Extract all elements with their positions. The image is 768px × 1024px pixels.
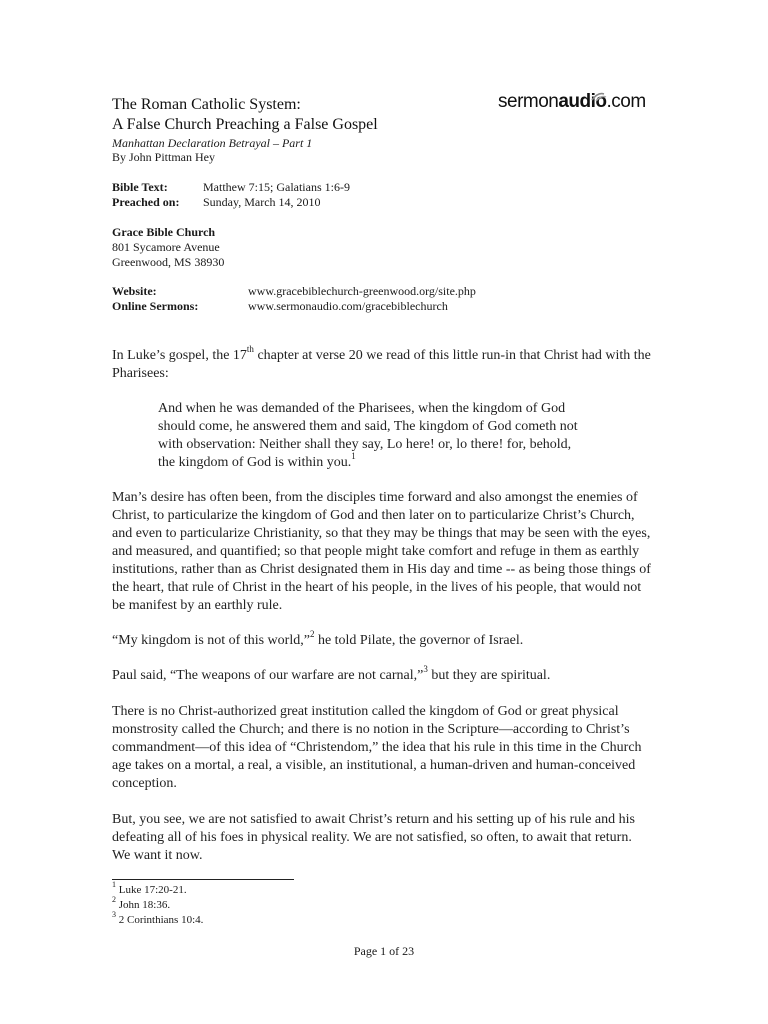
bible-text-value: Matthew 7:15; Galatians 1:6-9 [203,180,350,194]
logo-part-sermon: sermon [498,91,559,112]
footnote-ref-1[interactable]: 1 [351,451,356,462]
footnote-1: $^1$ Luke 17:20-21. [112,880,187,896]
paragraph-2: Man’s desire has often been, from the disciples time forward and also amongst the enemies of Christ, to particularize the kingdom of God and then later on to particularize Christ’s Church, and even to particularize Christianity, so that they may be things that may be seen with the eyes, and measured, and quantified; so that people might take comfort and refuge in them as earthly institutions, rather than as Christ designated them in His day and time -- as being those things of the heart, that rule of Christ in the heart of his people, in the lives of his people, that would not be manifest by an earthly rule. [112,490,651,613]
footnote-divider [112,879,294,880]
logo-part-audio: audio [558,91,607,112]
document-author: By John Pittman Hey [112,150,216,164]
church-name: Grace Bible Church [112,225,216,239]
bible-text-label: Bible Text: [112,180,168,194]
online-sermons-link[interactable]: www.sermonaudio.com/gracebiblechurch [248,299,448,313]
document-title-line1: The Roman Catholic System: [112,96,301,113]
website-link[interactable]: www.gracebiblechurch-greenwood.org/site.php [248,284,476,298]
document-title-line2: A False Church Preaching a False Gospel [112,116,378,133]
sermonaudio-logo [498,91,646,113]
paragraph-1: In Luke’s gospel, the 17th chapter at verse 20 we read of this little run-in that Christ had with the Pharisees: [112,344,651,381]
preached-on-label: Preached on: [112,195,180,209]
paragraph-5: There is no Christ-authorized great institution called the kingdom of God or great physical monstrosity called the Church; and there is no notion in the Scripture—according to Christ’s commandment—of this idea of “Christendom,” the idea that his rule in this time in the Church age takes on a mortal, a real, a visible, an institutional, a human-driven and human-conceived conception. [112,704,642,791]
quote-line: the kingdom of God is within you.$^1$ [158,451,356,470]
paragraph-4: Paul said, “The weapons of our warfare are not carnal,”$^3$ but they are spiritual. [112,664,551,683]
paragraph-6: But, you see, we are not satisfied to await Christ’s return and his setting up of his rule and his defeating all of his foes in physical reality. We are not satisfied, so often, to await that return. We want it now. [112,812,635,863]
page-number: Page 1 of 23 [353,944,415,958]
quote-line: And when he was demanded of the Pharisees, when the kingdom of God [158,401,566,416]
quote-line: with observation: Neither shall they say, Lo here! or, lo there! for, behold, [158,437,572,452]
online-sermons-label: Online Sermons: [112,299,199,313]
church-address-line1: 801 Sycamore Avenue [112,240,220,254]
preached-on-value: Sunday, March 14, 2010 [203,195,321,209]
ordinal-superscript: th [246,344,254,355]
document-subtitle: Manhattan Declaration Betrayal – Part 1 [112,136,313,150]
footnote-3: $^3$ 2 Corinthians 10:4. [112,910,204,926]
logo-part-com: .com [606,91,646,112]
footnote-2: $^2$ John 18:36. [112,895,171,911]
signal-wave-icon [590,90,612,102]
paragraph-3: “My kingdom is not of this world,”$^2$ he told Pilate, the governor of Israel. [112,629,524,648]
footnote-ref-3[interactable]: 3 [423,664,428,675]
scripture-quote [158,400,618,472]
website-label: Website: [112,284,157,298]
footnote-ref-2[interactable]: 2 [309,629,315,640]
quote-line: should come, he answered them and said, The kingdom of God cometh not [158,419,578,434]
church-address-line2: Greenwood, MS 38930 [112,255,225,269]
